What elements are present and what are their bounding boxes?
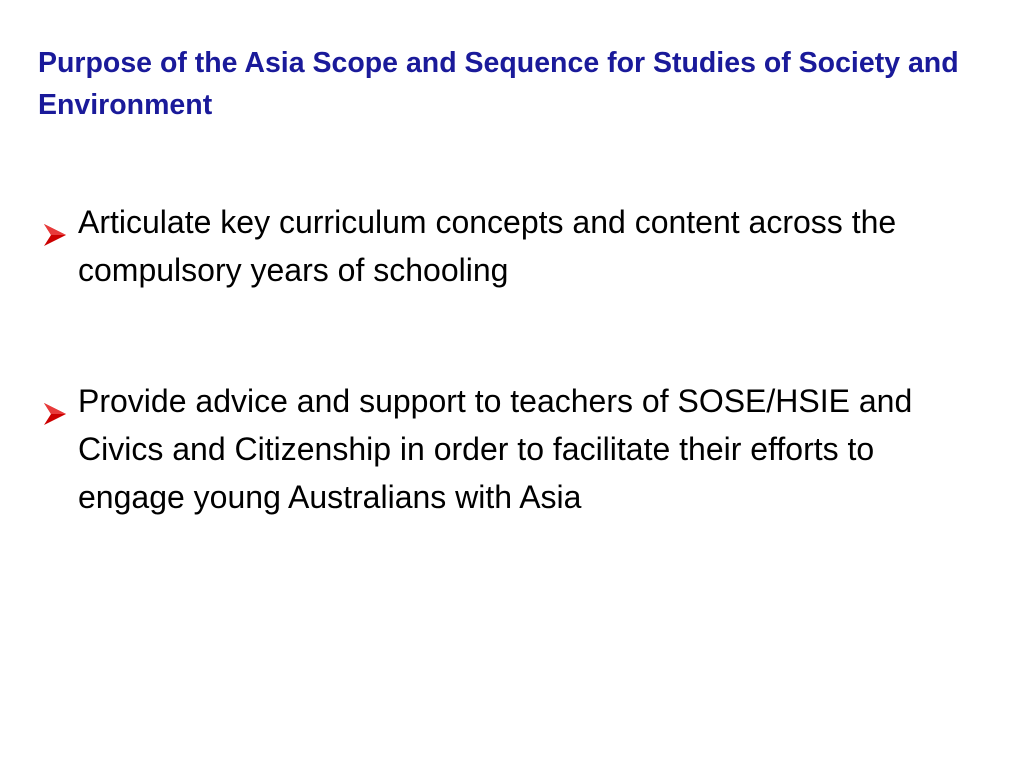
bullet-text: Articulate key curriculum concepts and content across the compulsory years of schooling	[78, 204, 897, 288]
slide-title: Purpose of the Asia Scope and Sequence for Studies of Society and Environment	[38, 47, 959, 121]
arrowhead-bullet-icon	[42, 391, 68, 415]
bullet-item	[40, 198, 960, 294]
bullet-item	[40, 377, 960, 521]
bullet-text: Provide advice and support to teachers of SOSE/HSIE and Civics and Citizenship in order to facilitate their efforts to engage young Australians with Asia	[78, 383, 913, 515]
bullet-list	[40, 198, 960, 521]
arrowhead-bullet-icon	[42, 212, 68, 236]
